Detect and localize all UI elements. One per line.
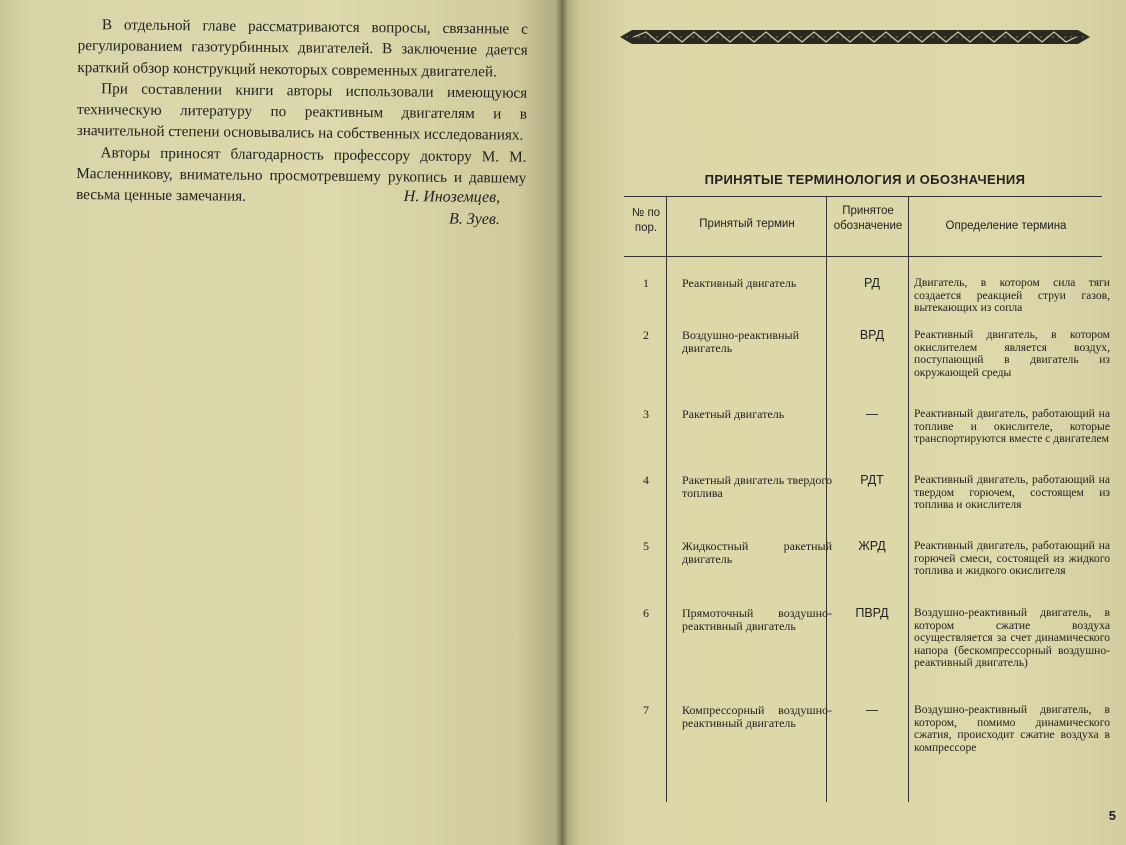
row-definition: Реактивный двигатель, работающий на горючей смеси, состоящей из жидкого топлива и жидкого окислителя (914, 539, 1110, 578)
row-term: Реактивный двигатель (682, 276, 797, 290)
header-num: № по пор. (631, 207, 661, 234)
row-abbreviation: РДТ (860, 473, 884, 487)
preface-paragraph-1: В отдельной главе рассматриваются вопросы, связанные с регулированием газотурбинных двигателей. В заключение дается краткий обзор конструкций некоторых современных двигателей. (77, 16, 528, 80)
preface-text (76, 14, 528, 210)
terminology-table (624, 196, 1110, 802)
table-title: ПРИНЯТЫЕ ТЕРМИНОЛОГИЯ И ОБОЗНАЧЕНИЯ (704, 172, 1026, 187)
author-name-2: В. Зуев. (448, 210, 500, 229)
preface-paragraph-3: Авторы приносят благодарность профессору доктору М. М. Масленникову, внимательно просмотревшему рукопись и давшему весьма ценные замечания. (76, 144, 527, 206)
row-number: 7 (643, 703, 649, 717)
row-term: Прямоточный воздушно-реактивный двигатель (682, 606, 832, 633)
header-term: Принятый термин (699, 218, 795, 230)
row-abbreviation: ВРД (859, 328, 885, 342)
row-number: 5 (643, 539, 649, 553)
table-top-rule (624, 196, 1102, 197)
ornament-band (620, 28, 1090, 46)
row-term: Ракетный двигатель (682, 407, 785, 421)
row-definition: Воздушно-реактивный двигатель, в котором сжатие воздуха осуществляется за счет динамического напора (бескомпрессорный воздушно-реактивный двигатель) (914, 606, 1110, 670)
row-term: Ракетный двигатель твердого топлива (682, 473, 832, 500)
row-abbreviation: РД (864, 276, 880, 290)
author-signatures (300, 185, 500, 231)
column-rule-1 (666, 196, 667, 802)
row-number: 4 (643, 473, 649, 487)
book-gutter (556, 0, 568, 845)
row-definition: Воздушно-реактивный двигатель, в котором, помимо динамического сжатия, происходит сжатие воздуха в компрессоре (914, 703, 1110, 754)
header-definition: Определение термина (945, 220, 1067, 232)
row-definition: Реактивный двигатель, работающий на твердом горючем, состоящем из топлива и окислителя (914, 473, 1110, 512)
header-abbr: Принятое обозначение (833, 205, 903, 232)
row-definition: Реактивный двигатель, в котором окислителем является воздух, поступающий в двигатель из окружающей среды (914, 328, 1110, 379)
author-name-1: Н. Иноземцев, (403, 188, 501, 207)
row-definition: Двигатель, в котором сила тяги создается реакцией струи газов, вытекающих из сопла (914, 276, 1110, 315)
row-number: 6 (643, 606, 649, 620)
row-abbreviation: — (865, 407, 879, 421)
left-page (0, 0, 562, 845)
row-definition: Реактивный двигатель, работающий на топливе и окислителе, которые транспортируются вместе с двигателем (914, 407, 1110, 446)
row-abbreviation: ПВРД (855, 606, 889, 620)
row-term: Компрессорный воздушно-реактивный двигатель (682, 703, 832, 730)
table-header-rule (624, 256, 1102, 257)
row-number: 3 (643, 407, 649, 421)
row-term: Воздушно-реактивный двигатель (682, 328, 799, 355)
page-number: 5 (1108, 808, 1116, 823)
row-number: 2 (643, 328, 649, 342)
row-abbreviation: — (865, 703, 879, 717)
row-term: Жидкостный ракетный двигатель (682, 539, 832, 566)
preface-paragraph-2: При составлении книги авторы использовали имеющуюся техническую литературу по реактивным двигателям и в значительной степени основывались на собственных исследованиях. (76, 80, 528, 145)
row-number: 1 (643, 276, 649, 290)
row-abbreviation: ЖРД (858, 539, 886, 553)
